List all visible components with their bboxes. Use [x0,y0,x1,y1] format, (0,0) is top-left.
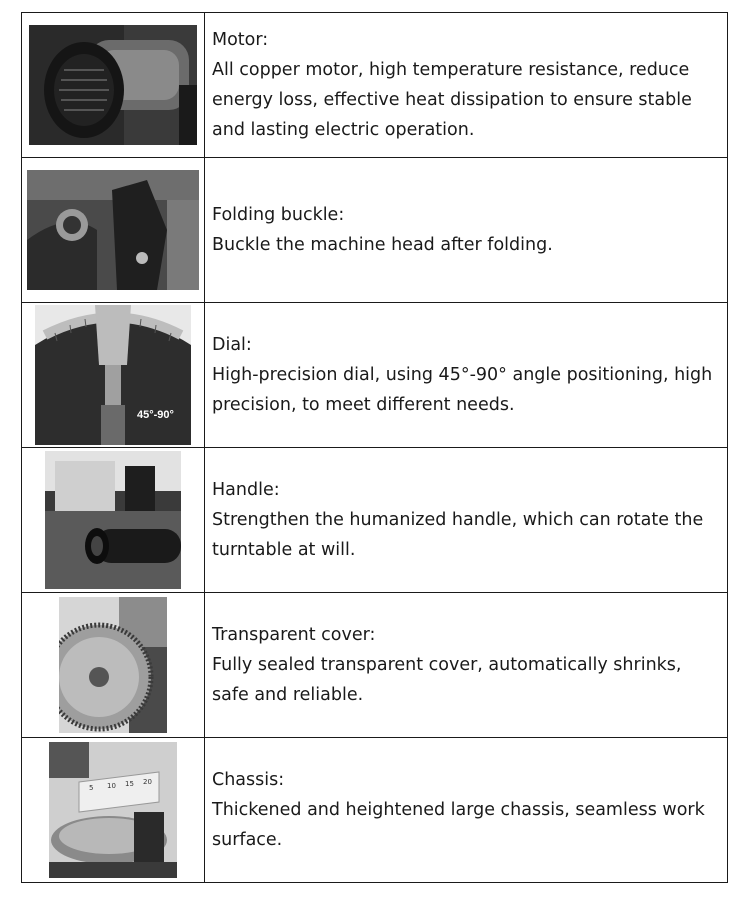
feature-description: High-precision dial, using 45°-90° angle positioning, high precision, to meet different needs. [212,365,713,415]
motor-photo-icon [29,25,197,145]
feature-description: Thickened and heightened large chassis, seamless work surface. [212,800,705,850]
transparent-cover-text-cell [205,593,728,738]
folding-buckle-text-cell [205,158,728,303]
feature-title: Handle: [212,480,280,500]
chassis-photo-icon [49,742,177,878]
handle-photo-icon [45,451,181,589]
dial-photo-icon [35,305,191,445]
feature-title: Folding buckle: [212,205,345,225]
motor-text-cell [205,13,728,158]
feature-row-transparent-cover [22,593,728,738]
feature-row-chassis [22,738,728,883]
dial-text-cell [205,303,728,448]
feature-row-folding-buckle [22,158,728,303]
feature-description: Fully sealed transparent cover, automatically shrinks, safe and reliable. [212,655,682,705]
chassis-scale-label: 15 [125,780,134,788]
chassis-scale-label: 5 [89,784,94,792]
feature-row-motor [22,13,728,158]
chassis-image-cell [22,738,205,883]
feature-row-handle [22,448,728,593]
dial-angle-caption: 45°-90° [137,409,174,421]
dial-image-cell [22,303,205,448]
handle-text-cell [205,448,728,593]
feature-description: All copper motor, high temperature resistance, reduce energy loss, effective heat dissipation to ensure stable and lasting electric operation. [212,60,692,140]
feature-title: Chassis: [212,770,285,790]
feature-title: Motor: [212,30,269,50]
chassis-text-cell [205,738,728,883]
feature-row-dial [22,303,728,448]
handle-image-cell [22,448,205,593]
feature-title: Transparent cover: [212,625,376,645]
transparent-cover-image-cell [22,593,205,738]
feature-description: Strengthen the humanized handle, which can rotate the turntable at will. [212,510,704,560]
feature-description: Buckle the machine head after folding. [212,235,553,255]
transparent-cover-photo-icon [59,597,167,733]
folding-buckle-photo-icon [27,170,199,290]
chassis-scale-label: 20 [143,778,152,786]
folding-buckle-image-cell [22,158,205,303]
feature-title: Dial: [212,335,252,355]
feature-table [21,12,728,883]
motor-image-cell [22,13,205,158]
chassis-scale-label: 10 [107,782,116,790]
